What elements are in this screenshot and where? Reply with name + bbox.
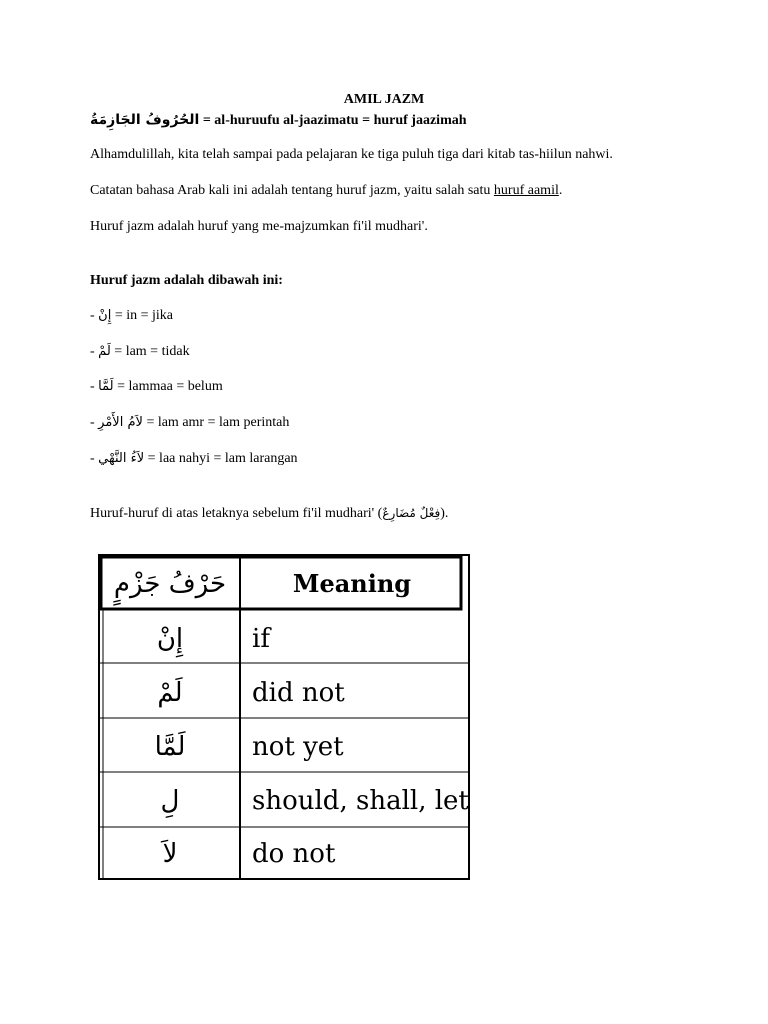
paragraph-topic-end: . — [558, 183, 563, 198]
paragraph-intro: Alhamdulillah, kita telah sampai pada pelajaran ke tiga puluh tiga dari kitab tas-hiilun nahwi. — [90, 147, 613, 162]
table-cell-arabic: لَمْ — [157, 678, 183, 708]
list-heading: Huruf jazm adalah dibawah ini: — [90, 273, 283, 288]
list-dash: - — [90, 308, 95, 323]
list-item-text: = in = jika — [114, 308, 174, 323]
list-item-arabic: لَمَّا — [98, 379, 114, 394]
paragraph-closing — [90, 506, 448, 522]
huruf-aamil-link[interactable]: huruf aamil — [493, 183, 559, 198]
subtitle — [90, 112, 467, 129]
list-item-text: = laa nahyi = lam larangan — [147, 451, 298, 466]
subtitle-arabic: الحُرُوفُ الجَازِمَةُ — [90, 112, 200, 128]
table-cell-meaning: do not — [252, 839, 336, 869]
table-cell-meaning: not yet — [252, 732, 344, 762]
table-cell-arabic: إِنْ — [156, 624, 184, 654]
list-item — [90, 344, 190, 360]
list-item — [90, 308, 173, 324]
closing-arabic: فِعْلٌ مُضَارِعٌ — [382, 506, 441, 520]
closing-end: ). — [440, 506, 449, 521]
list-item-arabic: لاَءُ النَّهْي — [98, 451, 145, 466]
list-dash: - — [90, 451, 95, 466]
list-item-arabic: لاَمُ الأَمْرِ — [98, 415, 143, 430]
closing-text: Huruf-huruf di atas letaknya sebelum fi'il mudhari' ( — [90, 506, 383, 521]
list-item-arabic: لَمْ — [98, 344, 111, 359]
table-header-meaning: Meaning — [292, 569, 412, 598]
list-item — [90, 415, 289, 431]
table-header-arabic: حَرْفُ جَزْمٍ — [113, 569, 227, 599]
table-cell-meaning: did not — [252, 678, 345, 708]
list-dash: - — [90, 379, 95, 394]
list-item-text: = lam amr = lam perintah — [146, 415, 290, 430]
paragraph-topic — [90, 183, 562, 199]
table-cell-arabic: لَمَّا — [154, 732, 186, 762]
paragraph-definition: Huruf jazm adalah huruf yang me-majzumkan fi'il mudhari'. — [90, 219, 428, 234]
page-title: AMIL JAZM — [343, 92, 425, 107]
list-dash: - — [90, 344, 95, 359]
list-item-text: = lammaa = belum — [117, 379, 223, 394]
table-cell-arabic: لِ — [160, 786, 180, 816]
paragraph-topic-text: Catatan bahasa Arab kali ini adalah tentang huruf jazm, yaitu salah satu — [90, 183, 494, 198]
list-item — [90, 451, 298, 467]
table-cell-arabic: لاَ — [162, 839, 178, 869]
list-item-text: = lam = tidak — [114, 344, 190, 359]
list-dash: - — [90, 415, 95, 430]
table-cell-meaning: if — [252, 624, 270, 654]
list-item — [90, 379, 223, 395]
subtitle-transliteration: = al-huruufu al-jaazimatu = huruf jaazimah — [202, 113, 467, 128]
list-item-arabic: إِنْ — [98, 308, 112, 323]
table-cell-meaning: should, shall, let — [252, 786, 469, 816]
